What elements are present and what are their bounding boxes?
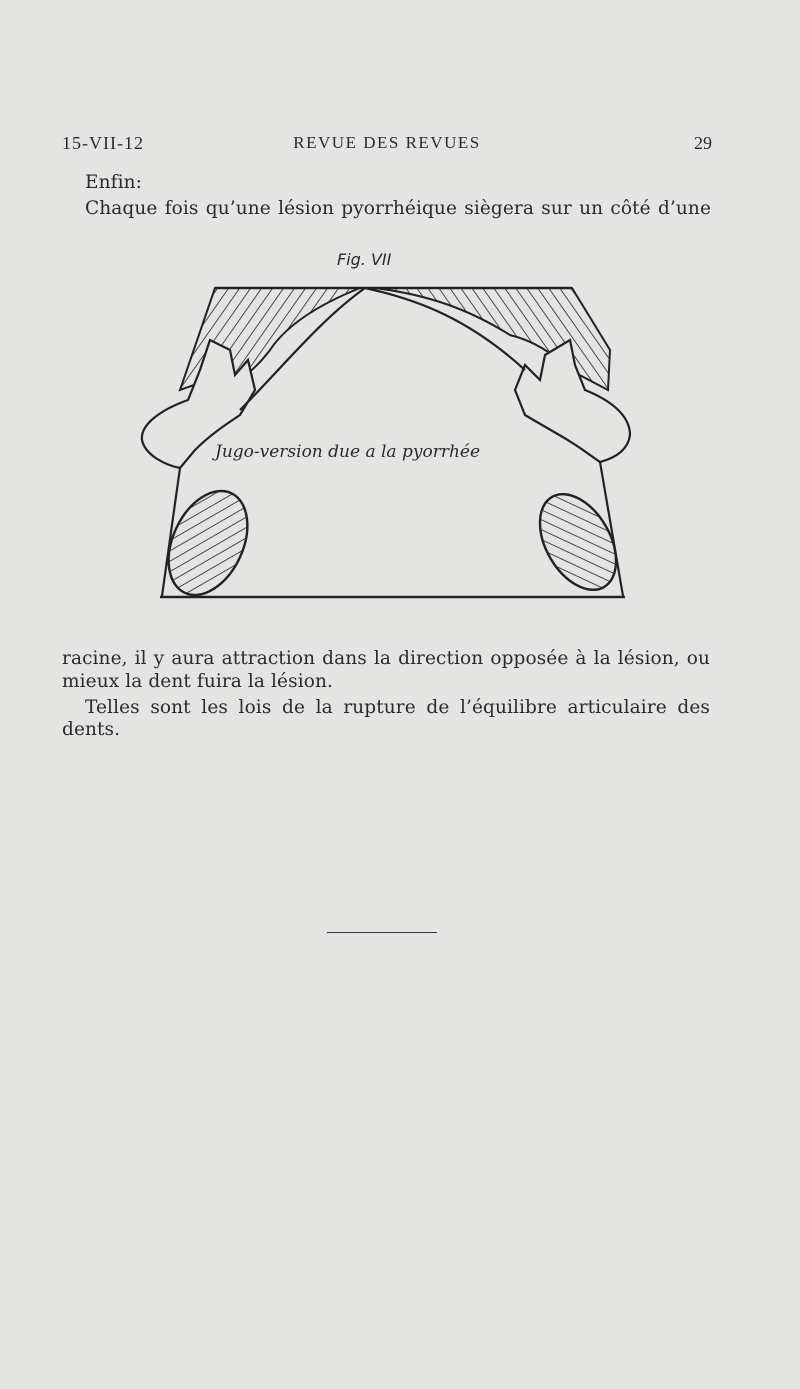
figure-label: Fig. VII [337,250,392,269]
page-number: 29 [694,133,712,153]
header-title: REVUE DES REVUES [293,133,481,152]
header-date: 15-VII-12 [62,133,144,153]
figure-diagram [130,240,640,620]
paragraph-line: racine, il y aura attraction dans la direction opposée à la lésion, ou [62,648,710,669]
paragraph-line: Telles sont les lois de la rupture de l’équilibre articulaire des [85,697,710,718]
paragraph-line: mieux la dent fuira la lésion. [62,671,333,692]
tooth-diagram-svg [130,240,640,620]
paragraph-line: Enfin: [85,172,142,193]
lower-right-lesion [524,481,631,603]
paragraph-line: dents. [62,719,121,740]
right-tooth [515,340,630,462]
running-header [62,133,712,159]
figure-caption: Jugo-version due a la pyorrhée [215,442,481,462]
section-divider [327,932,437,934]
paragraph-line: Chaque fois qu’une lésion pyorrhéique siègera sur un côté d’une [85,198,711,219]
